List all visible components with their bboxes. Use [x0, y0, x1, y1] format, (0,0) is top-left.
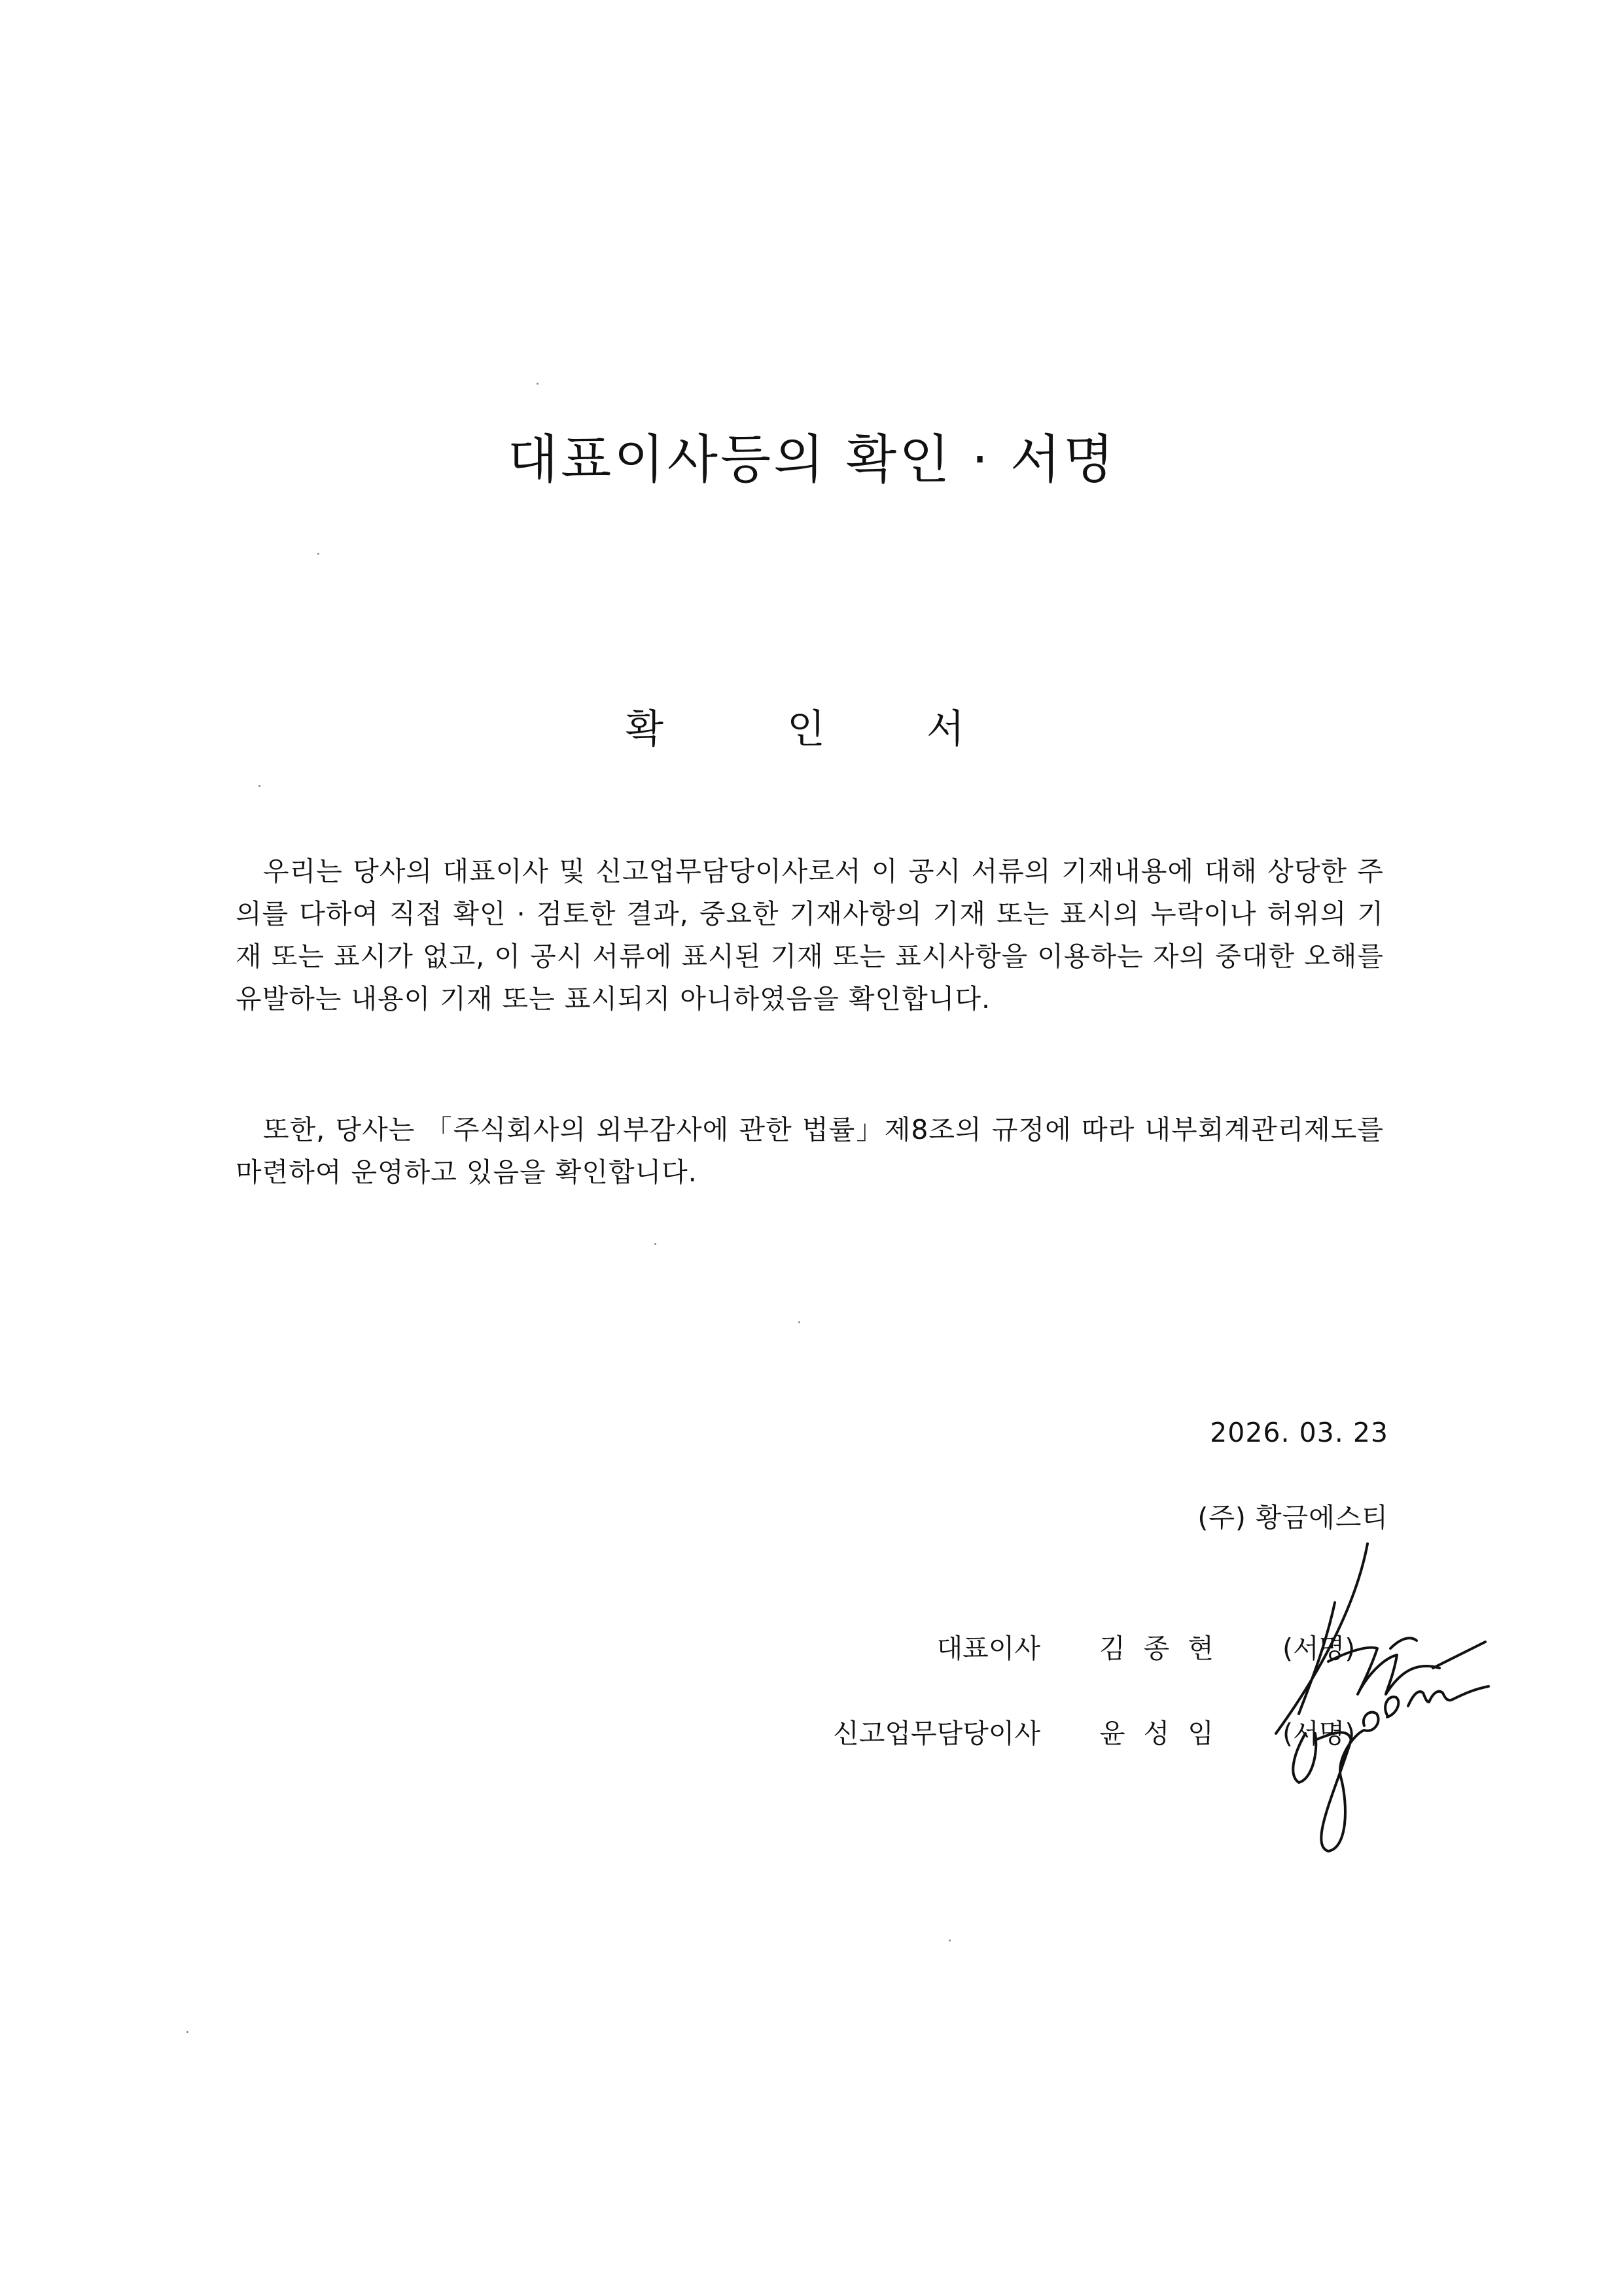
- company-name: (주) 황금에스티: [1197, 1502, 1388, 1533]
- scan-speck: [317, 553, 319, 555]
- heading-char-2: 인: [787, 706, 825, 752]
- page-title: 대표이사등의 확인 · 서명: [507, 429, 1117, 490]
- document-date: 2026. 03. 23: [1210, 1417, 1388, 1448]
- scan-speck: [949, 1939, 951, 1941]
- signature-stroke: [1364, 1713, 1379, 1731]
- signature-seal-label: (서명): [1282, 1718, 1356, 1749]
- signature-stroke: [1433, 1642, 1485, 1668]
- signature-stroke: [1453, 1686, 1489, 1699]
- scan-speck: [798, 1321, 800, 1323]
- signature-seal-label: (서명): [1282, 1633, 1356, 1664]
- signature-stroke: [1408, 1692, 1453, 1706]
- signatory-role: 신고업무담당이사: [833, 1718, 1040, 1749]
- heading-char-3: 서: [927, 706, 964, 752]
- signatory-name: 윤성임: [1099, 1718, 1232, 1749]
- handwritten-signature: [1237, 1518, 1511, 1858]
- confirmation-paragraph-1: 우리는 당사의 대표이사 및 신고업무담당이사로서 이 공시 서류의 기재내용에 대해 상당한 주의를 다하여 직접 확인 · 검토한 결과, 중요한 기재사항의 기재 또는 표시의 누락이나 허위의 기재 또는 표시가 없고, 이 공시 서류에 표시된 기재 또는 표시사항을 이용하는 자의 중대한 오해를 유발하는 내용이 기재 또는 표시되지 아니하였음을 확인합니다.: [236, 856, 1384, 1015]
- confirmation-paragraph-2: 또한, 당사는 「주식회사의 외부감사에 관한 법률」제8조의 규정에 따라 내부회계관리제도를 마련하여 운영하고 있음을 확인합니다.: [236, 1114, 1384, 1188]
- scan-speck: [537, 383, 538, 385]
- signature-stroke: [1315, 1730, 1364, 1851]
- confirmation-heading: [0, 697, 1624, 762]
- signature-stroke: [1293, 1733, 1316, 1783]
- signature-stroke: [1276, 1544, 1368, 1733]
- scan-speck: [258, 785, 260, 787]
- signature-stroke: [1299, 1603, 1335, 1714]
- signature-stroke: [1328, 1648, 1439, 1694]
- signature-stroke: [1385, 1697, 1398, 1717]
- signatory-role: 대표이사: [936, 1633, 1040, 1664]
- signatory-name: 김종현: [1099, 1633, 1232, 1664]
- scan-speck: [654, 1243, 656, 1245]
- scan-speck: [186, 2031, 188, 2033]
- signature-stroke: [1390, 1638, 1417, 1648]
- heading-char-1: 확: [626, 706, 663, 752]
